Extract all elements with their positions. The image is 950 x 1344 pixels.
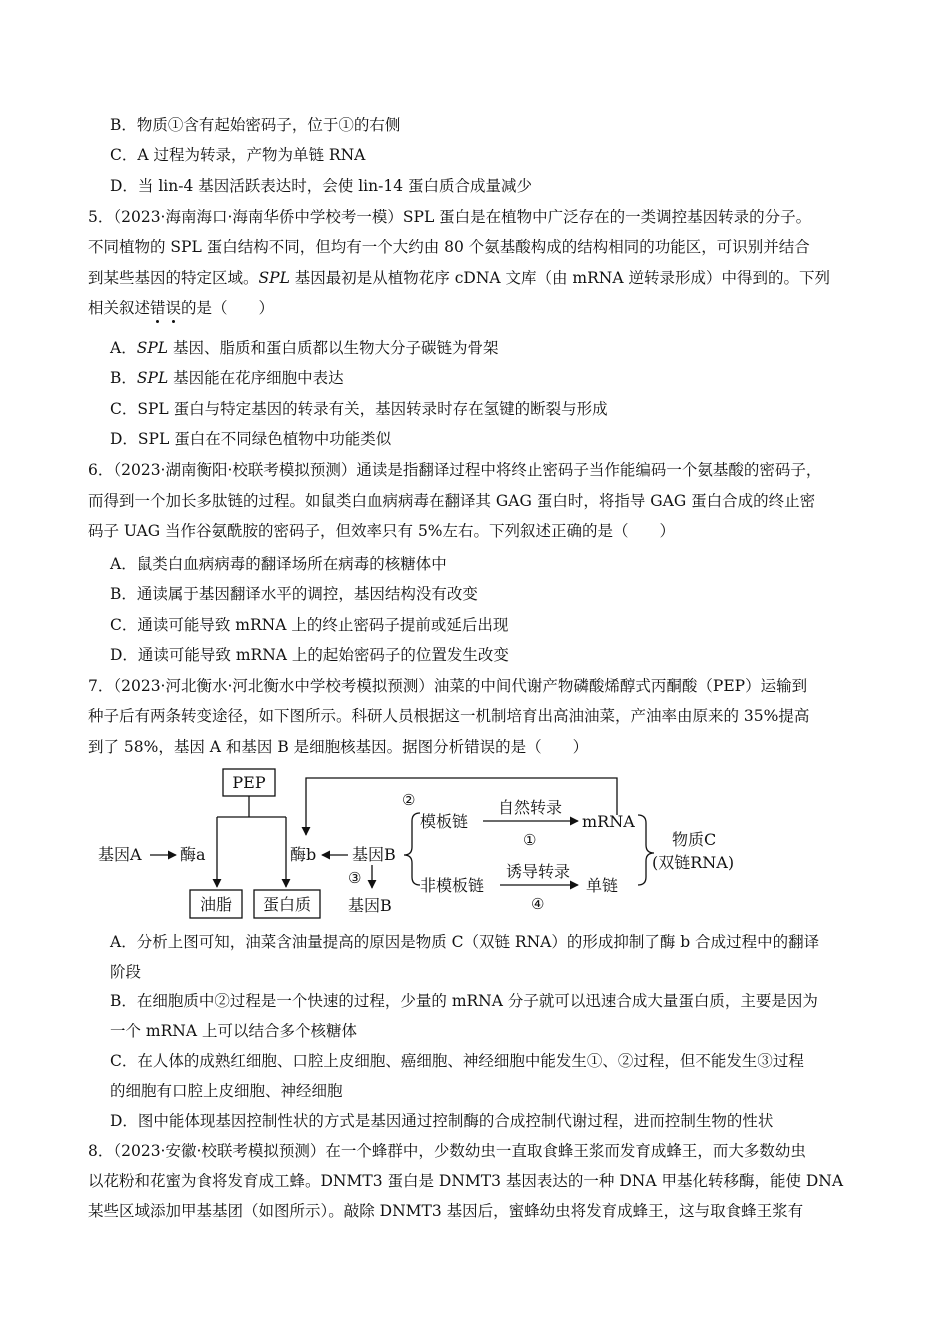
q7-option-c-line1: C．在人体的成熟红细胞、口腔上皮细胞、癌细胞、神经细胞中能发生①、②过程，但不能发生③过程 (110, 1052, 804, 1070)
step-3-label: ③ (348, 869, 362, 887)
q7-stem-line3: 到了 58%，基因 A 和基因 B 是细胞核基因。据图分析错误的是（ ） (88, 738, 589, 756)
q6-stem-line1: 6．（2023·湖南衡阳·校联考模拟预测）通读是指翻译过程中将终止密码子当作能编码一个氨基酸的密码子， (88, 461, 822, 479)
step-4-label: ④ (531, 895, 545, 913)
q8-stem-line2: 以花粉和花蜜为食将发育成工蜂。DNMT3 蛋白是 DNMT3 基因表达的一种 DNA 甲基化转移酶，能使 DNA (88, 1172, 844, 1190)
q6-stem-line3: 码子 UAG 当作谷氨酰胺的密码子，但效率只有 5%左右。下列叙述正确的是（ ） (88, 522, 676, 540)
enzyme-a-label: 酶a (180, 845, 206, 864)
q7-option-b-line2: 一个 mRNA 上可以结合多个核糖体 (110, 1022, 357, 1040)
pep-label: PEP (232, 773, 266, 792)
q6-option-d: D．通读可能导致 mRNA 上的起始密码子的位置发生改变 (110, 646, 509, 664)
q8-stem-line3: 某些区域添加甲基基团（如图所示）。敲除 DNMT3 基因后，蜜蜂幼虫将发育成蜂王，这与取食蜂王浆有 (88, 1202, 804, 1220)
q7-option-b-line1: B．在细胞质中②过程是一个快速的过程，少量的 mRNA 分子就可以迅速合成大量蛋白质，主要是因为 (110, 992, 818, 1010)
gene-b-copy-label: 基因B (348, 896, 392, 915)
substance-c-label: 物质C (672, 830, 717, 849)
q8-stem-line1: 8．（2023·安徽·校联考模拟预测）在一个蜂群中，少数幼虫一直取食蜂王浆而发育成蜂王，而大多数幼虫 (88, 1142, 806, 1160)
mrna-label: mRNA (582, 812, 635, 831)
q5-stem-line3: 到某些基因的特定区域。SPL 基因最初是从植物花序 cDNA 文库（由 mRNA 逆转录形成）中得到的。下列 (88, 269, 830, 287)
right-brace (638, 815, 654, 885)
emphasis-dot-char: 误 (165, 299, 182, 317)
q5-option-c: C．SPL 蛋白与特定基因的转录有关，基因转录时存在氢键的断裂与形成 (110, 400, 608, 418)
q5-option-a: A．SPL 基因、脂质和蛋白质都以生物大分子碳链为骨架 (110, 339, 499, 357)
q6-option-b: B．通读属于基因翻译水平的调控，基因结构没有改变 (110, 585, 478, 603)
q7-stem-line1: 7．（2023·河北衡水·河北衡水中学校考模拟预测）油菜的中间代谢产物磷酸烯醇式丙酮酸（PEP）运输到 (88, 677, 808, 695)
dsrna-label: (双链RNA) (652, 853, 735, 872)
q6-option-c: C．通读可能导致 mRNA 上的终止密码子提前或延后出现 (110, 616, 509, 634)
pep-pathway-diagram (90, 765, 770, 925)
oil-label: 油脂 (199, 895, 233, 914)
q5-option-d: D．SPL 蛋白在不同绿色植物中功能类似 (110, 430, 392, 448)
protein-label: 蛋白质 (262, 895, 312, 914)
q5-stem-line4: 相关叙述错误的是（ ） (88, 299, 275, 317)
q4-option-c: C．A 过程为转录，产物为单链 RNA (110, 146, 366, 164)
step-2-label: ② (402, 791, 416, 809)
q4-option-d: D．当 lin-4 基因活跃表达时，会使 lin-14 蛋白质合成量减少 (110, 177, 532, 195)
q5-stem-line1: 5．（2023·海南海口·海南华侨中学校考一模）SPL 蛋白是在植物中广泛存在的一类调控基因转录的分子。 (88, 208, 812, 226)
template-strand-label: 模板链 (420, 812, 469, 831)
q6-stem-line2: 而得到一个加长多肽链的过程。如鼠类白血病病毒在翻译其 GAG 蛋白时，将指导 GAG 蛋白合成的终止密 (88, 492, 816, 510)
q6-option-a: A．鼠类白血病病毒的翻译场所在病毒的核糖体中 (110, 555, 447, 573)
emphasis-dot-char: 错 (150, 299, 166, 317)
natural-transcription-label: 自然转录 (497, 798, 563, 817)
single-strand-label: 单链 (586, 876, 619, 895)
enzyme-b-label: 酶b (290, 845, 317, 864)
q4-option-b: B．物质①含有起始密码子，位于①的右侧 (110, 116, 401, 134)
left-brace (404, 813, 420, 885)
nontemplate-strand-label: 非模板链 (420, 876, 485, 895)
q7-option-c-line2: 的细胞有口腔上皮细胞、神经细胞 (110, 1082, 343, 1100)
q7-option-a-line1: A．分析上图可知，油菜含油量提高的原因是物质 C（双链 RNA）的形成抑制了酶 b 合成过程中的翻译 (110, 933, 820, 951)
q7-option-a-line2: 阶段 (110, 963, 142, 981)
q5-stem-line2: 不同植物的 SPL 蛋白结构不同，但均有一个大约由 80 个氨基酸构成的结构相同的功能区，可识别并结合 (88, 238, 810, 256)
q7-stem-line2: 种子后有两条转变途径，如下图所示。科研人员根据这一机制培育出高油油菜，产油率由原来的 35%提高 (88, 707, 810, 725)
step-1-label: ① (523, 831, 537, 849)
q7-option-d: D．图中能体现基因控制性状的方式是基因通过控制酶的合成控制代谢过程，进而控制生物的性状 (110, 1112, 774, 1130)
q5-option-b: B．SPL 基因能在花序细胞中表达 (110, 369, 344, 387)
induced-transcription-label: 诱导转录 (505, 862, 571, 881)
gene-b-label: 基因B (352, 845, 396, 864)
gene-a-label: 基因A (98, 845, 142, 864)
